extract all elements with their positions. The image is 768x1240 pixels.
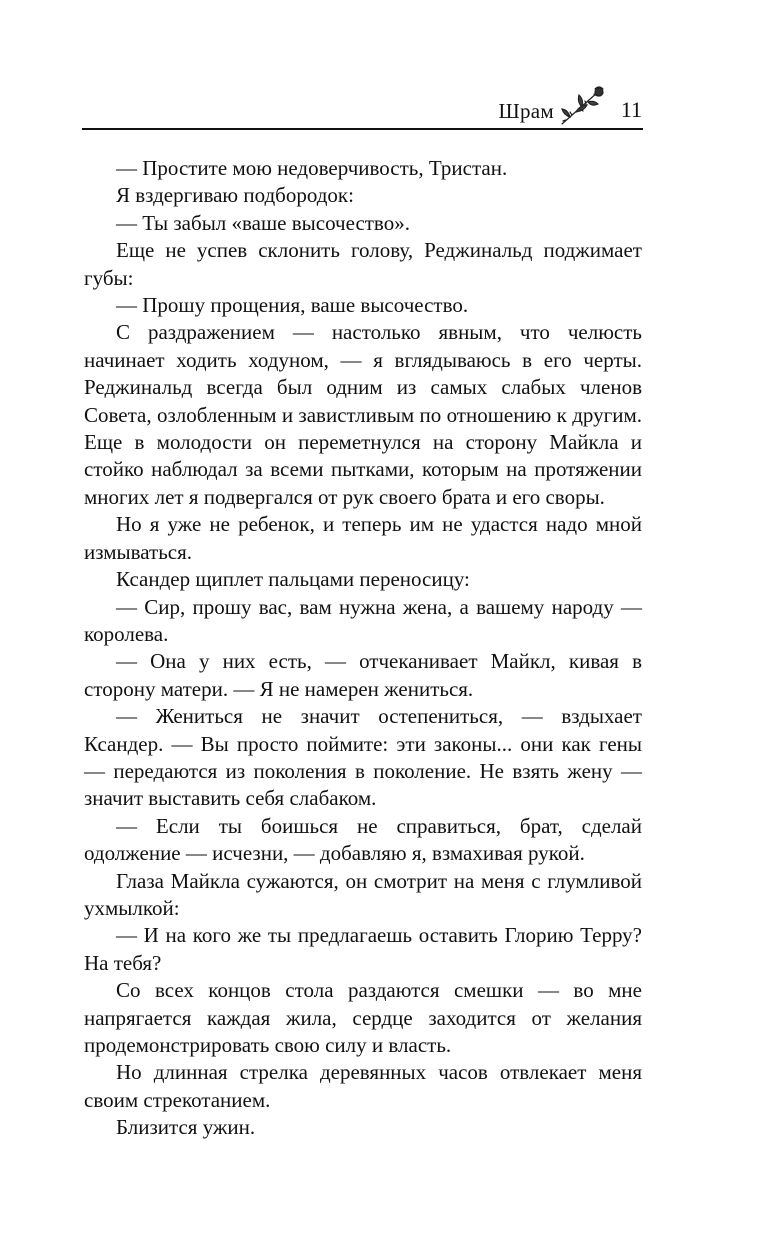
paragraph: — Ты забыл «ваше высочество». [116, 210, 410, 235]
running-title: Шрам [498, 99, 554, 123]
paragraph: — Простите мою недоверчивость, Тристан. [116, 156, 508, 180]
paragraph: Близится ужин. [116, 1115, 256, 1140]
rose-ornament-icon [558, 86, 606, 126]
header-rule [82, 128, 643, 130]
paragraph: — Жениться не значит остепениться, — вздыхает Ксандер. — Вы просто поймите: эти законы... они как гены — передаются из поколения в поколение. Не взять жену — значит выставить себя слабаком. [84, 704, 642, 811]
paragraph: — Она у них есть, — отчеканивает Майкл, кивая в сторону матери. — Я не намерен жениться. [84, 649, 642, 701]
paragraph: Со всех концов стола раздаются смешки — во мне напрягается каждая жила, сердце заходится от желания продемонстрировать свою силу и власть. [84, 978, 642, 1057]
paragraph: Но я уже не ребенок, и теперь им не удастся надо мной измываться. [84, 512, 642, 564]
paragraph: Ксандер щиплет пальцами переносицу: [116, 567, 470, 592]
body-text [84, 155, 642, 1142]
paragraph: С раздражением — настолько явным, что челюсть начинает ходить ходуном, — я вглядываюсь в его черты. Реджинальд всегда был одним из самых слабых членов Совета, озлобленным и завистливым по отношению к другим. Еще в молодости он переметнулся на сторону Майкла и стойко наблюдал за всеми пытками, которым на протяжении многих лет я подвергался от рук своего брата и его своры. [84, 320, 642, 509]
paragraph: — Если ты боишься не справиться, брат, сделай одолжение — исчезни, — добавляю я, взмахивая рукой. [84, 813, 642, 866]
paragraph: — Прошу прощения, ваше высочество. [116, 293, 469, 318]
paragraph: Но длинная стрелка деревянных часов отвлекает меня своим стрекотанием. [84, 1060, 642, 1112]
paragraph: Глаза Майкла сужаются, он смотрит на меня с глумливой ухмылкой: [84, 868, 642, 920]
paragraph: Я вздергиваю подбородок: [116, 183, 354, 208]
page-header [82, 92, 642, 128]
paragraph: — И на кого же ты предлагаешь оставить Глорию Терру? На тебя? [84, 923, 642, 975]
paragraph: — Сир, прошу вас, вам нужна жена, а вашему народу — королева. [84, 594, 642, 646]
paragraph: Еще не успев склонить голову, Реджинальд поджимает губы: [84, 238, 642, 290]
page-number: 11 [620, 97, 642, 122]
